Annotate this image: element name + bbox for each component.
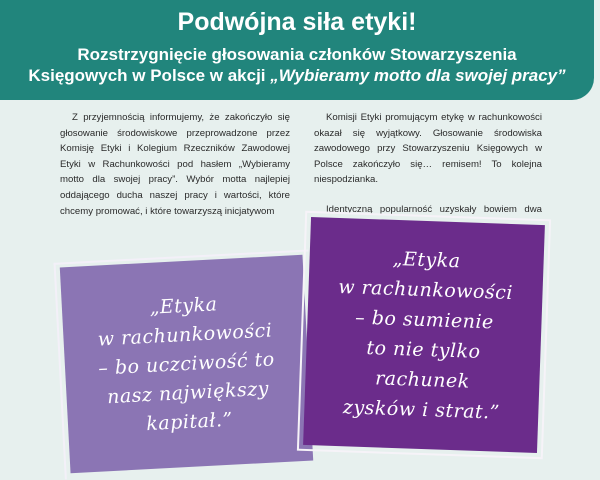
motto-card-1 (60, 255, 313, 473)
page-subtitle (0, 44, 594, 86)
article-paragraph: Z przyjemnością informujemy, że zakończyło się głosowanie środowiskowe przeprowadzone przez Komisję Etyki i Kolegium Rzeczników Zawodowej Etyki w Rachunkowości pod hasłem „Wybieramy motto dla swojej pracy”. Wybór motta najlepiej oddającego ducha naszej pracy i wartości, które chcemy promować, i które towarzyszą inicjatywom (60, 112, 290, 217)
motto-card-2 (303, 217, 545, 453)
article-column-right (314, 110, 542, 233)
motto-text-1: „Etyka w rachunkowości – bo uczciwość to nasz największy kapitał.” (97, 292, 276, 435)
subtitle-line-2-italic: „Wybieramy motto dla swojej pracy” (270, 66, 566, 85)
article-paragraph: Komisji Etyki promującym etykę w rachunkowości okazał się wyjątkowy. Głosowanie środowiska zawodowego przy Stowarzyszeniu Księgowych w Polsce zakończyło się… remisem! To kolejna niespodzianka. (314, 112, 542, 186)
header-banner (0, 0, 594, 100)
article-column-left (60, 110, 290, 219)
motto-text-2: „Etyka w rachunkowości – bo sumienie to nie tylko rachunek zysków i strat.” (337, 247, 514, 424)
subtitle-line-1: Rozstrzygnięcie głosowania członków Stowarzyszenia (77, 45, 517, 64)
article-paragraph: Identyczną popularność uzyskały bowiem dwa (326, 203, 542, 215)
page-title: Podwójna siła etyki! (177, 8, 417, 36)
subtitle-line-2-prefix: Księgowych w Polsce w akcji (28, 66, 271, 85)
